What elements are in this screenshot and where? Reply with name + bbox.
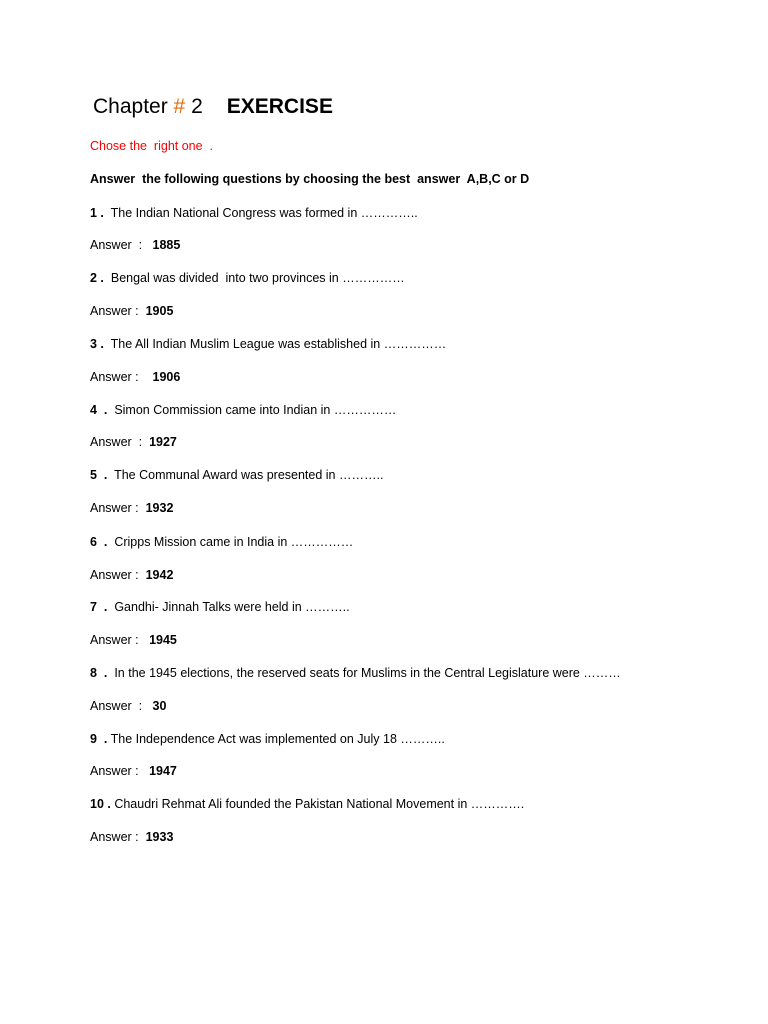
question-number: 2 . xyxy=(90,271,104,285)
question-3 xyxy=(90,336,446,352)
answer-value: 1932 xyxy=(145,501,174,515)
instruction-bold: Answer the following questions by choosing the best answer A,B,C or D xyxy=(90,172,530,186)
question-4 xyxy=(90,402,396,418)
question-8 xyxy=(90,665,621,681)
answer-1 xyxy=(90,237,180,253)
answer-separator: : xyxy=(131,568,146,582)
question-number: 7 . xyxy=(90,600,108,614)
answer-value: 1947 xyxy=(149,764,177,778)
answer-9 xyxy=(90,763,177,779)
answer-value: 1945 xyxy=(149,633,177,647)
answer-separator: : xyxy=(131,370,153,384)
answer-value: 1906 xyxy=(152,370,181,384)
question-text: The Indian National Congress was formed in ………….. xyxy=(103,206,418,220)
question-number: 8 . xyxy=(90,666,108,680)
question-number: 9 . xyxy=(90,732,108,746)
answer-value: 1885 xyxy=(152,238,181,252)
question-text: The Independence Act was implemented on July 18 ……….. xyxy=(107,732,445,746)
answer-separator: : xyxy=(131,699,153,713)
question-text: The All Indian Muslim League was established in …………… xyxy=(103,337,447,351)
answer-label: Answer xyxy=(90,238,132,252)
question-6 xyxy=(90,534,353,550)
answer-value: 1942 xyxy=(145,568,174,582)
answer-3 xyxy=(90,369,180,385)
answer-6 xyxy=(90,567,173,583)
answer-separator: : xyxy=(131,304,146,318)
question-number: 1 . xyxy=(90,206,104,220)
page-title xyxy=(93,94,333,120)
answer-label: Answer xyxy=(90,568,132,582)
answer-label: Answer xyxy=(90,830,132,844)
question-2 xyxy=(90,270,405,286)
answer-label: Answer xyxy=(90,501,132,515)
answer-separator: : xyxy=(131,830,146,844)
answer-label: Answer xyxy=(90,764,132,778)
instruction-red: Chose the right one . xyxy=(90,139,213,153)
chapter-number: 2 xyxy=(185,95,203,118)
hash-symbol: # xyxy=(173,95,186,118)
answer-2 xyxy=(90,303,173,319)
question-text: Chaudri Rehmat Ali founded the Pakistan National Movement in …………. xyxy=(110,797,525,811)
question-number: 5 . xyxy=(90,468,108,482)
answer-separator: : xyxy=(131,435,150,449)
answer-label: Answer xyxy=(90,370,132,384)
answer-8 xyxy=(90,698,166,714)
answer-value: 1927 xyxy=(149,435,177,449)
question-number: 3 . xyxy=(90,337,104,351)
answer-label: Answer xyxy=(90,304,132,318)
question-10 xyxy=(90,796,524,812)
chapter-label: Chapter xyxy=(93,95,174,118)
answer-label: Answer xyxy=(90,435,132,449)
question-text: Simon Commission came into Indian in …………… xyxy=(107,403,397,417)
question-text: Bengal was divided into two provinces in …………… xyxy=(103,271,405,285)
exercise-label: EXERCISE xyxy=(226,95,333,118)
question-text: The Communal Award was presented in ……….. xyxy=(107,468,384,482)
answer-7 xyxy=(90,632,177,648)
question-1 xyxy=(90,205,418,221)
answer-separator: : xyxy=(131,633,150,647)
answer-label: Answer xyxy=(90,699,132,713)
answer-5 xyxy=(90,500,173,516)
answer-10 xyxy=(90,829,173,845)
answer-value: 30 xyxy=(152,699,167,713)
answer-label: Answer xyxy=(90,633,132,647)
question-7 xyxy=(90,599,350,615)
answer-separator: : xyxy=(131,764,150,778)
question-text: Gandhi- Jinnah Talks were held in ……….. xyxy=(107,600,350,614)
answer-separator: : xyxy=(131,501,146,515)
question-9 xyxy=(90,731,445,747)
question-text: Cripps Mission came in India in …………… xyxy=(107,535,354,549)
question-text: In the 1945 elections, the reserved seats for Muslims in the Central Legislature were ……… xyxy=(107,666,621,680)
answer-4 xyxy=(90,434,177,450)
answer-separator: : xyxy=(131,238,153,252)
answer-value: 1905 xyxy=(145,304,174,318)
question-number: 6 . xyxy=(90,535,108,549)
question-number: 4 . xyxy=(90,403,108,417)
answer-value: 1933 xyxy=(145,830,174,844)
question-5 xyxy=(90,467,383,483)
question-number: 10 . xyxy=(90,797,111,811)
